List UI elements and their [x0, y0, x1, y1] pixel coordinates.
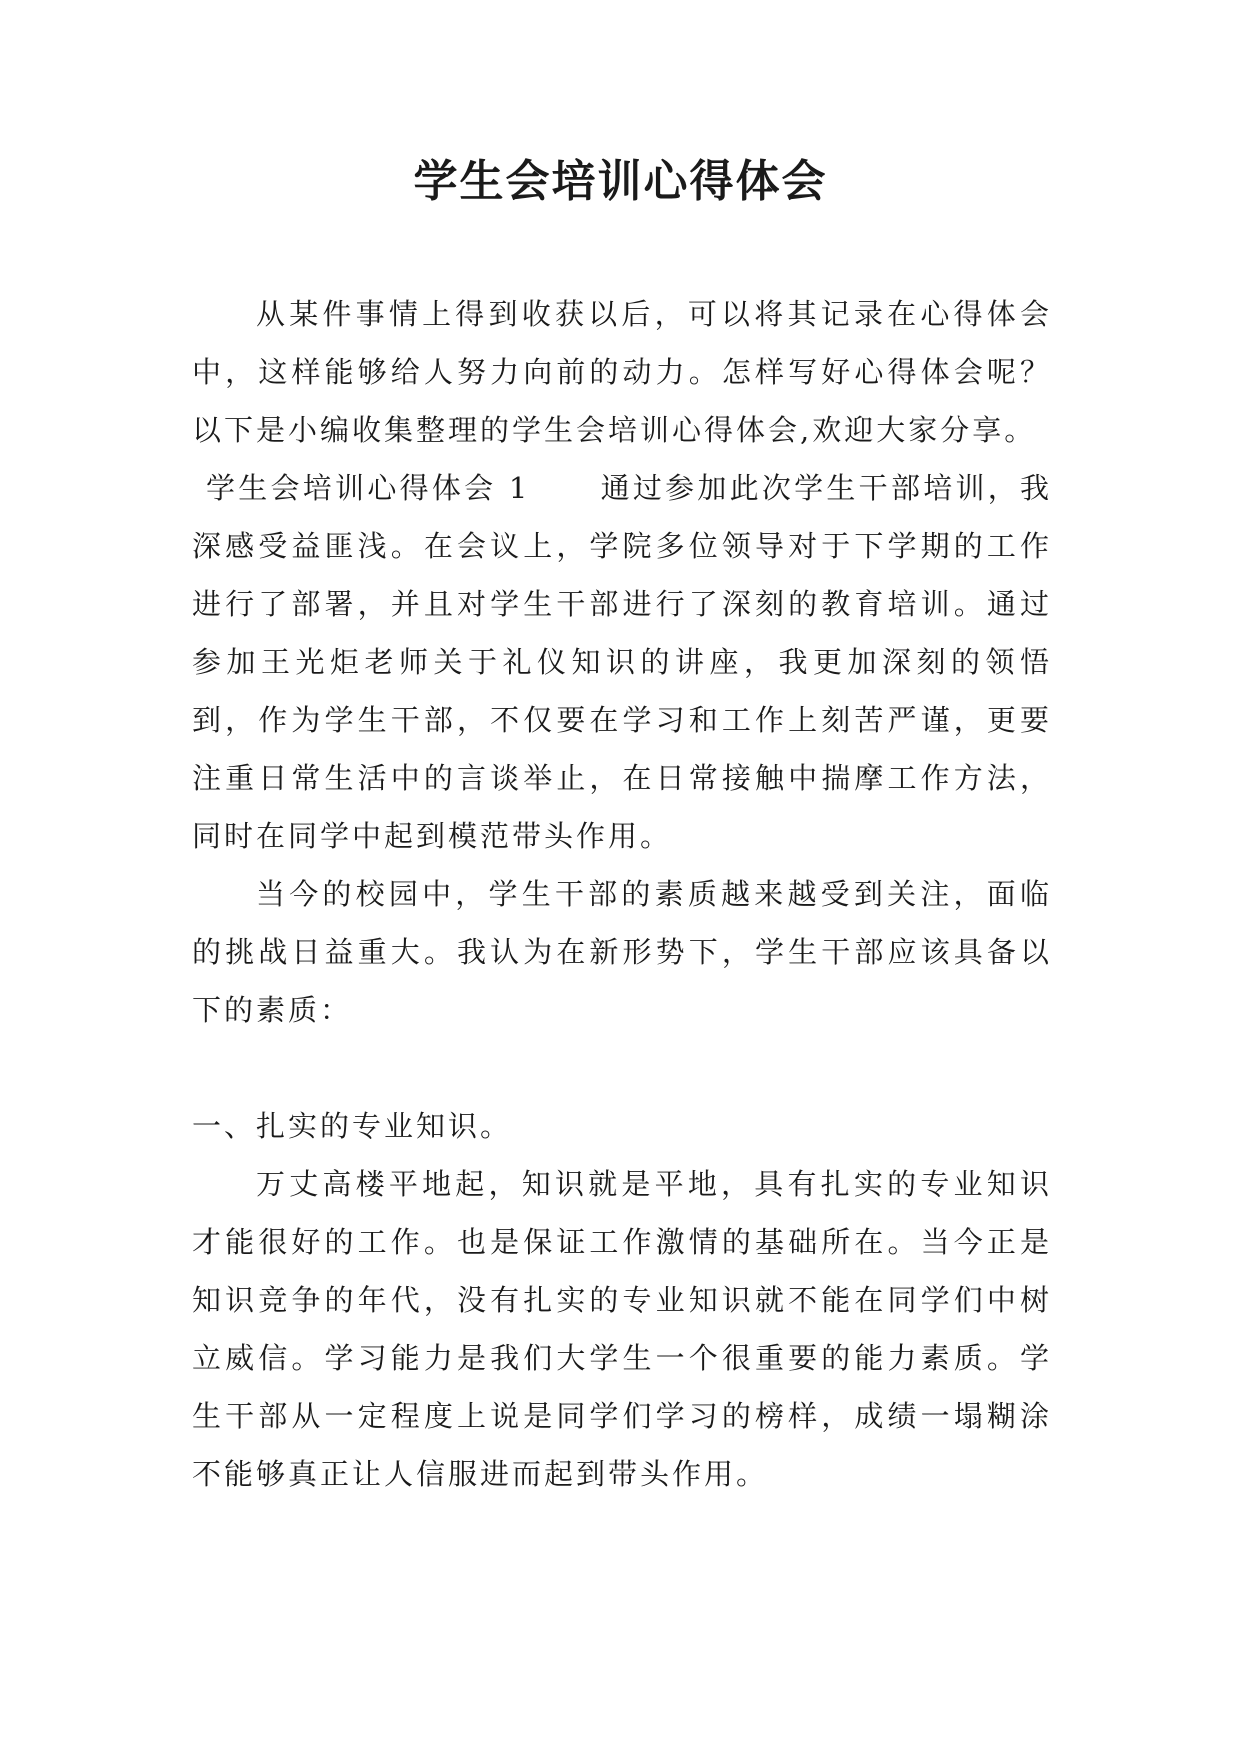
section1-heading: 学生会培训心得体会 1 [206, 471, 531, 505]
intro-paragraph [192, 285, 1052, 459]
point1-paragraph [192, 1155, 1052, 1503]
intro-text: 从某件事情上得到收获以后，可以将其记录在心得体会中，这样能够给人努力向前的动力。怎样写好心得体会呢？以下是小编收集整理的学生会培训心得体会,欢迎大家分享。 [192, 297, 1052, 447]
document-body [192, 285, 1052, 1503]
section1-text: 通过参加此次学生干部培训，我深感受益匪浅。在会议上，学院多位领导对于下学期的工作进行了部署，并且对学生干部进行了深刻的教育培训。通过参加王光炬老师关于礼仪知识的讲座，我更加深刻的领悟到，作为学生干部，不仅要在学习和工作上刻苦严谨，更要注重日常生活中的言谈举止，在日常接触中揣摩工作方法，同时在同学中起到模范带头作用。 [192, 471, 1052, 853]
section1-paragraph [192, 459, 1052, 865]
paragraph-2 [192, 865, 1052, 1039]
document-title: 学生会培训心得体会 [413, 156, 828, 207]
point1-heading: 一、扎实的专业知识。 [192, 1109, 513, 1143]
point1-text: 万丈高楼平地起，知识就是平地，具有扎实的专业知识才能很好的工作。也是保证工作激情的基础所在。当今正是知识竞争的年代，没有扎实的专业知识就不能在同学们中树立威信。学习能力是我们大学生一个很重要的能力素质。学生干部从一定程度上说是同学们学习的榜样，成绩一塌糊涂不能够真正让人信服进而起到带头作用。 [192, 1167, 1052, 1491]
paragraph-2-text: 当今的校园中，学生干部的素质越来越受到关注，面临的挑战日益重大。我认为在新形势下，学生干部应该具备以下的素质： [192, 877, 1052, 1027]
